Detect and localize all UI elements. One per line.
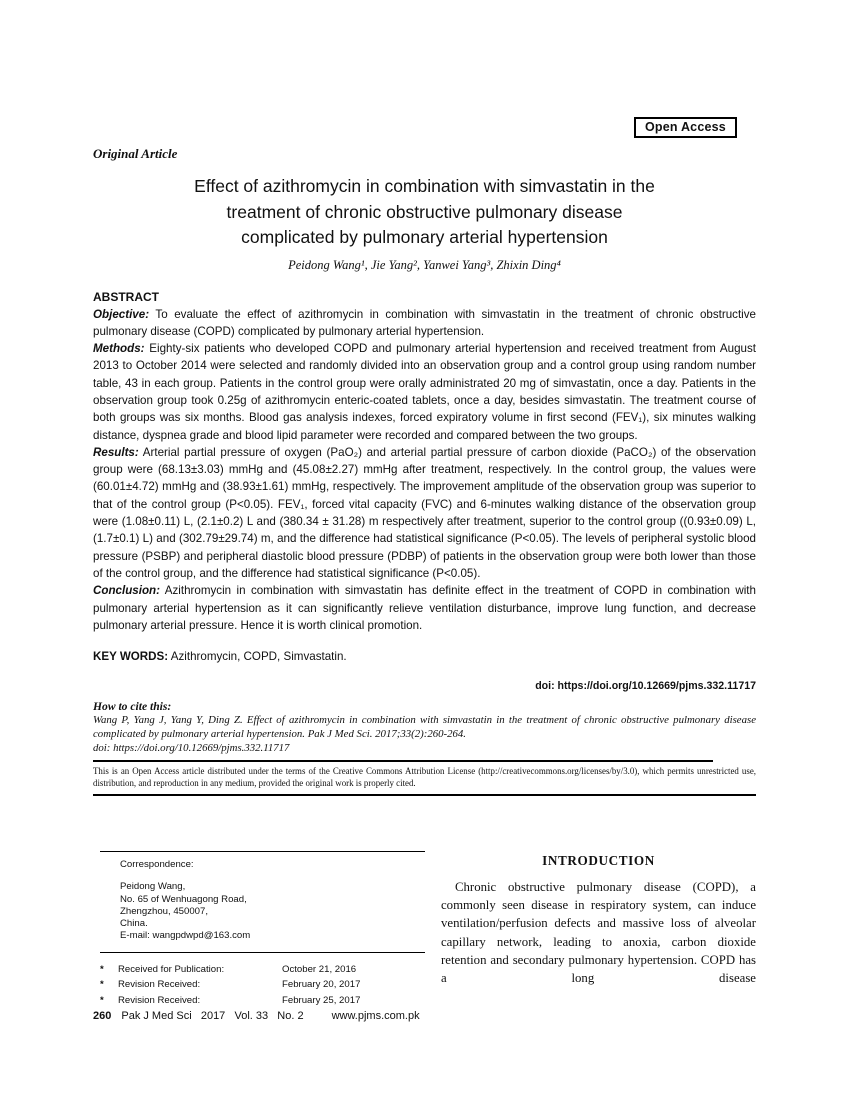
- results-label: Results:: [93, 445, 139, 459]
- asterisk-bullet: *: [100, 963, 104, 975]
- asterisk-bullet: *: [100, 995, 104, 1007]
- footer-journal-info: Pak J Med Sci 2017 Vol. 33 No. 2: [121, 1010, 304, 1022]
- keywords-text: Azithromycin, COPD, Simvastatin.: [170, 650, 347, 664]
- open-access-badge: Open Access: [634, 117, 737, 138]
- abstract-results: [93, 444, 756, 582]
- abstract-conclusion: [93, 582, 756, 634]
- date-row-received: [93, 962, 425, 978]
- paper-title-line-2: treatment of chronic obstructive pulmonary disease: [226, 201, 623, 222]
- date-label-revision-1: Revision Received:: [118, 979, 201, 991]
- correspondence-bottom-rule: [100, 952, 425, 953]
- abstract-methods: [93, 340, 756, 444]
- paper-title-line-1: Effect of azithromycin in combination with simvastatin in the: [194, 176, 655, 196]
- paper-title-line-3: complicated by pulmonary arterial hypertension: [241, 227, 608, 247]
- footer-website: www.pjms.com.pk: [331, 1010, 420, 1022]
- how-to-cite-heading: How to cite this:: [93, 700, 172, 714]
- correspondence-top-rule: [100, 851, 425, 852]
- author-list: Peidong Wang¹, Jie Yang², Yanwei Yang³, Zhixin Ding⁴: [288, 257, 561, 272]
- introduction-paragraph: Chronic obstructive pulmonary disease (COPD), a commonly seen disease in respiratory system, can induce ventilation/perfusion defects and massive loss of alveolar capillary network, leading to anoxia, carbon dioxide retention and secondary pulmonary hypertension. COPD has a long disease: [441, 880, 756, 986]
- correspondence-heading: Correspondence:: [120, 859, 194, 870]
- page-footer: [93, 1010, 420, 1022]
- conclusion-label: Conclusion:: [93, 584, 160, 598]
- citation-doi: doi: https://doi.org/10.12669/pjms.332.11717: [93, 742, 290, 755]
- date-label-received: Received for Publication:: [118, 963, 225, 975]
- abstract-heading: ABSTRACT: [93, 289, 159, 304]
- correspondence-address-3: China.: [120, 918, 148, 930]
- date-value-revision-1: February 20, 2017: [282, 979, 361, 991]
- correspondence-column: [93, 851, 425, 1009]
- doi-line: doi: https://doi.org/10.12669/pjms.332.11717: [535, 680, 756, 693]
- introduction-heading: INTRODUCTION: [542, 853, 655, 868]
- keywords-line: [93, 650, 756, 663]
- correspondence-name: Peidong Wang,: [120, 881, 186, 893]
- correspondence-block: [120, 859, 425, 943]
- date-value-received: October 21, 2016: [282, 963, 357, 975]
- objective-label: Objective:: [93, 307, 150, 321]
- conclusion-text: Azithromycin in combination with simvastatin has definite effect in the treatment of COPD in combination with pulmonary arterial hypertension as it can significantly relieve ventilation disturbance, improve lung function, and decrease pulmonary arterial pressure. Hence it is worth clinical promotion.: [93, 584, 756, 632]
- results-text: Arterial partial pressure of oxygen (PaO₂) and arterial partial pressure of carbon dioxide (PaCO₂) of the observation group were (68.13±3.03) mmHg and (45.08±2.27) mmHg after treatment, respectively. In the control group, the values were (60.01±4.72) mmHg and (38.93±1.61) mmHg, respectively. The improvement amplitude of the observation group was superior to that of the control group (P<0.05). FEV₁, forced vital capacity (FVC) and 6-minutes walking distance of the observation group were (1.08±0.11) L, (2.1±0.2) L and (380.34 ± 31.28) m respectively after treatment, superior to the control group ((0.93±0.09) L, (1.7±0.1) L) and (302.79±29.74) m, and the difference had statistical significance (P<0.05). The levels of peripheral systolic blood pressure (PSBP) and peripheral diastolic blood pressure (PDBP) of patients in the observation group were both lower than those of the control group, and the difference had statistical significance (P<0.05).: [93, 445, 756, 580]
- methods-text: Eighty-six patients who developed COPD and pulmonary arterial hypertension and received treatment from August 2013 to October 2014 were selected and randomly divided into an observation group and a control group using random number table, 43 in each group. Patients in the control group were orally administrated 20 mg of simvastatin, once a day. Patients in the observation group took 0.25g of azithromycin enteric-coated tablets, once a day, besides simvastatin. The treatment course of both groups was six months. Blood gas analysis indexes, forced expiratory volume in first second (FEV₁), six minutes walking distance, dyspnea grade and blood lipid parameter were recorded and compared between the two groups.: [93, 342, 756, 442]
- objective-text: To evaluate the effect of azithromycin in combination with simvastatin in the treatment of chronic obstructive pulmonary disease (COPD) complicated by pulmonary arterial hypertension.: [93, 307, 756, 338]
- date-value-revision-2: February 25, 2017: [282, 995, 361, 1007]
- footer-page-number: 260: [93, 1010, 112, 1022]
- date-row-revision-1: [93, 977, 425, 993]
- two-column-section: [93, 851, 756, 1009]
- introduction-column: [441, 851, 756, 1009]
- paper-title: [93, 174, 756, 251]
- divider-below-license: [93, 794, 756, 796]
- date-row-revision-2: [93, 993, 425, 1009]
- correspondence-address-2: Zhengzhou, 450007,: [120, 905, 209, 917]
- date-label-revision-2: Revision Received:: [118, 995, 201, 1007]
- methods-label: Methods:: [93, 342, 145, 356]
- asterisk-bullet: *: [100, 979, 104, 991]
- correspondence-email: E-mail: wangpdwpd@163.com: [120, 930, 251, 942]
- divider-above-license: [93, 760, 713, 762]
- abstract-objective: [93, 306, 756, 341]
- citation-text: Wang P, Yang J, Yang Y, Ding Z. Effect of azithromycin in combination with simvastatin in the treatment of chronic obstructive pulmonary disease complicated by pulmonary arterial hypertension. Pak J Med Sci. 2017;33(2):260-264.: [93, 714, 756, 740]
- article-type-label: Original Article: [93, 146, 178, 161]
- keywords-label: KEY WORDS:: [93, 650, 169, 664]
- manuscript-dates: [93, 962, 425, 1009]
- correspondence-address-1: No. 65 of Wenhuagong Road,: [120, 893, 247, 905]
- license-note: This is an Open Access article distributed under the terms of the Creative Commons Attribution License (http://creativecommons.org/licenses/by/3.0), which permits unrestricted use, distribution, and reproduction in any medium, provided the original work is properly cited.: [93, 766, 756, 788]
